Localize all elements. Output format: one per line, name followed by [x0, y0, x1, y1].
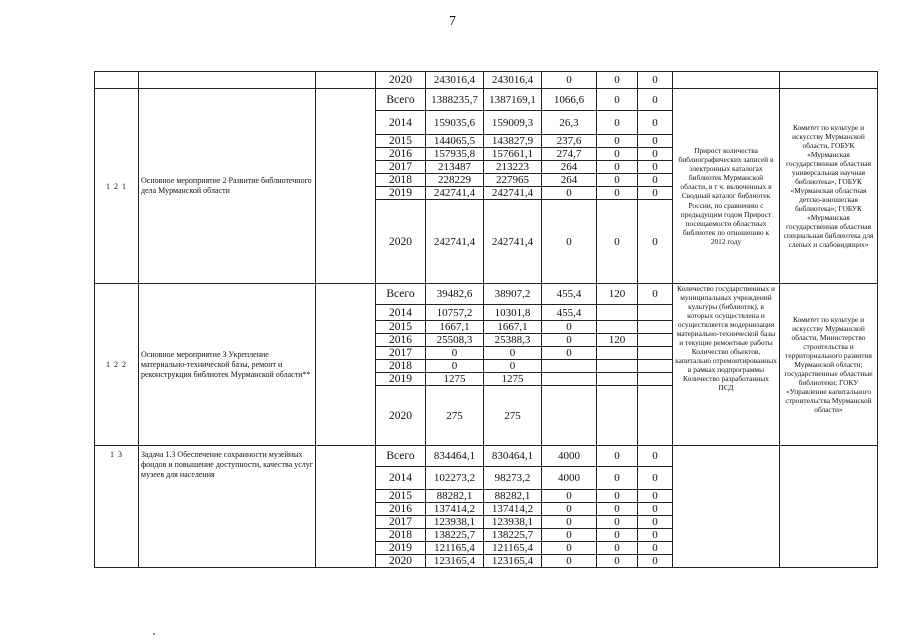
local-cell — [597, 305, 638, 321]
federal-cell: 4000 — [542, 467, 597, 490]
year-cell: 2020 — [376, 555, 426, 568]
executor-text: Комитет по культуре и искусству Мурманской области, Министерство строительства и территориального развития Мурманской области; государственные областные библиотеки; ГОКУ «Управление капитального строительства Мурманской области» — [784, 314, 873, 415]
regional-cell: 98273,2 — [484, 467, 542, 490]
empty-cell — [316, 89, 376, 284]
federal-cell: 237,6 — [542, 135, 597, 148]
regional-cell: 242741,4 — [484, 200, 542, 284]
year-cell: 2019 — [376, 373, 426, 386]
federal-cell: 0 — [542, 490, 597, 503]
other-cell: 0 — [638, 529, 673, 542]
local-cell: 0 — [597, 516, 638, 529]
year-cell: Всего — [376, 284, 426, 305]
total-cell: 121165,4 — [426, 542, 484, 555]
year-cell: 2017 — [376, 347, 426, 360]
local-cell: 0 — [597, 135, 638, 148]
year-cell: 2016 — [376, 334, 426, 347]
local-cell — [597, 373, 638, 386]
other-cell: 0 — [638, 555, 673, 568]
other-cell: 0 — [638, 516, 673, 529]
other-cell: 0 — [638, 284, 673, 305]
local-cell: 0 — [597, 490, 638, 503]
section-code: 1 2 1 — [95, 89, 139, 284]
federal-cell: 264 — [542, 174, 597, 187]
section-code: 1 2 2 — [95, 284, 139, 446]
regional-cell: 123938,1 — [484, 516, 542, 529]
regional-cell: 275 — [484, 386, 542, 446]
year-cell: 2017 — [376, 516, 426, 529]
indicator-cell — [673, 89, 780, 284]
executor-cell — [780, 89, 878, 284]
local-cell: 0 — [597, 72, 638, 89]
local-cell: 0 — [597, 187, 638, 200]
section-code: 1 3 — [95, 446, 139, 568]
local-cell — [597, 347, 638, 360]
year-cell: 2020 — [376, 72, 426, 89]
local-cell: 0 — [597, 467, 638, 490]
local-cell: 0 — [597, 174, 638, 187]
regional-cell: 123165,4 — [484, 555, 542, 568]
federal-cell: 274,7 — [542, 148, 597, 161]
regional-cell: 227965 — [484, 174, 542, 187]
federal-cell: 0 — [542, 516, 597, 529]
other-cell — [638, 334, 673, 347]
other-cell — [638, 373, 673, 386]
total-cell: 88282,1 — [426, 490, 484, 503]
other-cell: 0 — [638, 467, 673, 490]
federal-cell — [542, 386, 597, 446]
funding-table — [94, 71, 878, 568]
local-cell: 120 — [597, 334, 638, 347]
regional-cell: 159009,3 — [484, 111, 542, 135]
total-cell: 157935,8 — [426, 148, 484, 161]
other-cell: 0 — [638, 174, 673, 187]
regional-cell: 0 — [484, 360, 542, 373]
page-number: 7 — [449, 14, 456, 29]
section-title: Основное мероприятие 3 Укрепление материально-технической базы, ремонт и реконструкция библиотек Мурманской области** — [139, 284, 316, 446]
local-cell: 0 — [597, 111, 638, 135]
executor-cell — [780, 446, 878, 568]
regional-cell: 1387169,1 — [484, 89, 542, 111]
federal-cell: 0 — [542, 529, 597, 542]
other-cell — [638, 360, 673, 373]
year-cell: 2015 — [376, 490, 426, 503]
federal-cell — [542, 360, 597, 373]
local-cell — [597, 360, 638, 373]
other-cell: 0 — [638, 446, 673, 467]
total-cell: 159035,6 — [426, 111, 484, 135]
total-cell: 834464,1 — [426, 446, 484, 467]
regional-cell: 242741,4 — [484, 187, 542, 200]
total-cell: 242741,4 — [426, 187, 484, 200]
local-cell — [597, 386, 638, 446]
other-cell: 0 — [638, 161, 673, 174]
regional-cell: 830464,1 — [484, 446, 542, 467]
regional-cell: 38907,2 — [484, 284, 542, 305]
local-cell: 0 — [597, 200, 638, 284]
other-cell: 0 — [638, 72, 673, 89]
total-cell: 1275 — [426, 373, 484, 386]
year-cell: Всего — [376, 89, 426, 111]
total-cell: 0 — [426, 360, 484, 373]
federal-cell: 0 — [542, 555, 597, 568]
regional-cell: 10301,8 — [484, 305, 542, 321]
total-cell: 137414,2 — [426, 503, 484, 516]
table-row — [95, 89, 878, 111]
section-title: Основное мероприятие 2 Развитие библиотечного дела Мурманской области — [139, 89, 316, 284]
other-cell: 0 — [638, 187, 673, 200]
federal-cell: 455,4 — [542, 305, 597, 321]
total-cell: 10757,2 — [426, 305, 484, 321]
federal-cell: 4000 — [542, 446, 597, 467]
total-cell: 144065,5 — [426, 135, 484, 148]
table-row — [95, 446, 878, 467]
empty-cell — [316, 284, 376, 446]
table-row — [95, 72, 878, 89]
total-cell: 1388235,7 — [426, 89, 484, 111]
total-cell: 102273,2 — [426, 467, 484, 490]
regional-cell: 25388,3 — [484, 334, 542, 347]
executor-cell — [780, 72, 878, 89]
year-cell: 2020 — [376, 200, 426, 284]
other-cell: 0 — [638, 200, 673, 284]
total-cell: 243016,4 — [426, 72, 484, 89]
local-cell: 0 — [597, 529, 638, 542]
section-title: Задача 1.3 Обеспечение сохранности музейных фондов и повышение доступности, качества услуг музеев для населения — [139, 446, 316, 568]
regional-cell: 121165,4 — [484, 542, 542, 555]
other-cell: 0 — [638, 135, 673, 148]
federal-cell: 0 — [542, 334, 597, 347]
regional-cell: 88282,1 — [484, 490, 542, 503]
total-cell: 1667,1 — [426, 321, 484, 334]
regional-cell: 1667,1 — [484, 321, 542, 334]
regional-cell: 137414,2 — [484, 503, 542, 516]
federal-cell: 1066,6 — [542, 89, 597, 111]
executor-cell — [780, 284, 878, 446]
regional-cell: 1275 — [484, 373, 542, 386]
year-cell: 2019 — [376, 187, 426, 200]
year-cell: 2014 — [376, 305, 426, 321]
local-cell: 0 — [597, 542, 638, 555]
local-cell — [597, 321, 638, 334]
total-cell: 39482,6 — [426, 284, 484, 305]
regional-cell: 143827,9 — [484, 135, 542, 148]
year-cell: Всего — [376, 446, 426, 467]
year-cell: 2014 — [376, 467, 426, 490]
federal-cell: 0 — [542, 347, 597, 360]
federal-cell: 0 — [542, 187, 597, 200]
federal-cell: 0 — [542, 72, 597, 89]
regional-cell: 213223 — [484, 161, 542, 174]
federal-cell: 264 — [542, 161, 597, 174]
federal-cell: 455,4 — [542, 284, 597, 305]
local-cell: 0 — [597, 89, 638, 111]
local-cell: 0 — [597, 446, 638, 467]
year-cell: 2016 — [376, 148, 426, 161]
local-cell: 0 — [597, 161, 638, 174]
regional-cell: 243016,4 — [484, 72, 542, 89]
code-cell — [95, 72, 139, 89]
local-cell: 0 — [597, 503, 638, 516]
federal-cell: 0 — [542, 321, 597, 334]
year-cell: 2019 — [376, 542, 426, 555]
federal-cell: 26,3 — [542, 111, 597, 135]
other-cell: 0 — [638, 542, 673, 555]
federal-cell: 0 — [542, 542, 597, 555]
total-cell: 123938,1 — [426, 516, 484, 529]
federal-cell: 0 — [542, 503, 597, 516]
total-cell: 228229 — [426, 174, 484, 187]
other-cell: 0 — [638, 490, 673, 503]
year-cell: 2014 — [376, 111, 426, 135]
other-cell — [638, 321, 673, 334]
year-cell: 2018 — [376, 174, 426, 187]
local-cell: 0 — [597, 555, 638, 568]
year-cell: 2020 — [376, 386, 426, 446]
other-cell — [638, 347, 673, 360]
indicator-cell — [673, 72, 780, 89]
scan-speck — [153, 633, 155, 635]
empty-cell — [316, 446, 376, 568]
total-cell: 123165,4 — [426, 555, 484, 568]
year-cell: 2018 — [376, 360, 426, 373]
other-cell — [638, 305, 673, 321]
executor-text: Комитет по культуре и искусству Мурманской области, ГОБУК «Мурманская государственная областная универсальная научная библиотека», ГОБУК «Мурманская областная детско-юношеская библиотека»; ГОБУК «Мурманская государственная областная специальная библиотека для слепых и слабовидящих» — [783, 122, 874, 250]
year-cell: 2015 — [376, 135, 426, 148]
year-cell: 2017 — [376, 161, 426, 174]
other-cell: 0 — [638, 148, 673, 161]
federal-cell: 0 — [542, 200, 597, 284]
year-cell: 2015 — [376, 321, 426, 334]
regional-cell: 138225,7 — [484, 529, 542, 542]
total-cell: 138225,7 — [426, 529, 484, 542]
indicator-text: Прирост количества библиографических записей в электронных каталогах библиотек Мурманской области, в т ч. включенных в Сводный каталог библиотек России, по сравнению с предыдущим годом Прирост посещаемости областных библиотек по отношению к 2012 году — [678, 146, 774, 246]
indicator-text: Количество государственных и муниципальных учреждений культуры (библиотек), в которых осуществлена и осуществляется модернизация материально-технической базы и текущие ремонтные работы Количество объектов, капитально отремонтированных в рамках подпрограммы Количество разработанных ПСД — [675, 284, 777, 393]
local-cell: 0 — [597, 148, 638, 161]
empty-cell — [316, 72, 376, 89]
other-cell — [638, 386, 673, 446]
total-cell: 0 — [426, 347, 484, 360]
year-cell: 2016 — [376, 503, 426, 516]
total-cell: 275 — [426, 386, 484, 446]
other-cell: 0 — [638, 89, 673, 111]
total-cell: 213487 — [426, 161, 484, 174]
indicator-cell — [673, 446, 780, 568]
other-cell: 0 — [638, 503, 673, 516]
other-cell: 0 — [638, 111, 673, 135]
indicator-cell — [673, 284, 780, 446]
title-cell — [139, 72, 316, 89]
total-cell: 242741,4 — [426, 200, 484, 284]
year-cell: 2018 — [376, 529, 426, 542]
regional-cell: 0 — [484, 347, 542, 360]
regional-cell: 157661,1 — [484, 148, 542, 161]
total-cell: 25508,3 — [426, 334, 484, 347]
local-cell: 120 — [597, 284, 638, 305]
table-row — [95, 284, 878, 305]
federal-cell — [542, 373, 597, 386]
